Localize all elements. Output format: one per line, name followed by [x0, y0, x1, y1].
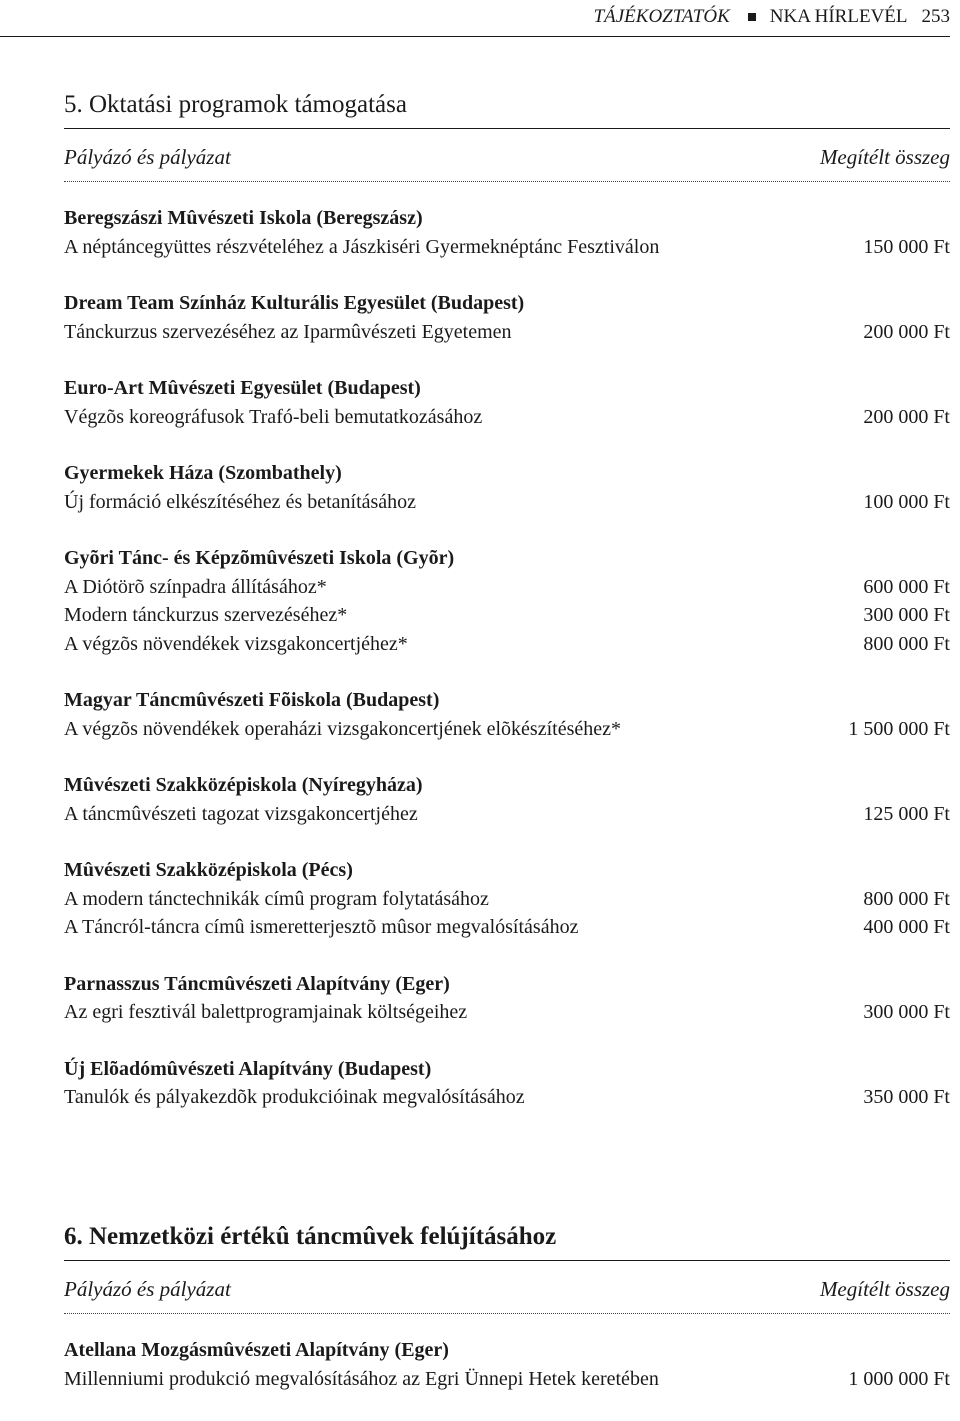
- organization-name: Beregszászi Mûvészeti Iskola (Beregszász): [64, 207, 423, 229]
- organization-name: Gyõri Tánc- és Képzõmûvészeti Iskola (Gyõr): [64, 547, 455, 569]
- grant-description: A Diótörõ színpadra állításához*: [64, 575, 327, 598]
- grant-amount: 1 000 000 Ft: [848, 1367, 950, 1390]
- organization-name: Euro-Art Mûvészeti Egyesület (Budapest): [64, 377, 421, 399]
- header-section-label: TÁJÉKOZTATÓK: [593, 6, 730, 27]
- grant-description: Tánckurzus szervezéséhez az Iparmûvészeti Egyetemen: [64, 320, 512, 343]
- grant-amount: 200 000 Ft: [863, 320, 950, 343]
- grant-row: [64, 715, 950, 744]
- grant-description: A Táncról-táncra címû ismeretterjesztõ mûsor megvalósításához: [64, 916, 579, 938]
- organization-name: Mûvészeti Szakközépiskola (Pécs): [64, 859, 353, 881]
- grant-description: Az egri fesztivál balettprogramjainak költségeihez: [64, 1001, 468, 1023]
- grant-row: [64, 885, 950, 914]
- organization-name: Gyermekek Háza (Szombathely): [64, 462, 342, 484]
- list-item: [64, 771, 950, 828]
- organization-name: Mûvészeti Szakközépiskola (Nyíregyháza): [64, 774, 423, 796]
- list-item: [64, 970, 950, 1027]
- column-header-applicant: Pályázó és pályázat: [64, 145, 231, 169]
- list-item: [64, 544, 950, 658]
- column-header: [64, 143, 950, 171]
- organization-name: Magyar Táncmûvészeti Fõiskola (Budapest): [64, 689, 440, 711]
- list-item: [64, 686, 950, 743]
- grant-description: Modern tánckurzus szervezéséhez*: [64, 604, 348, 626]
- column-header-amount: Megítélt összeg: [819, 145, 950, 169]
- page-number: 253: [921, 6, 950, 27]
- organization-name: Parnasszus Táncmûvészeti Alapítvány (Eger): [64, 972, 450, 995]
- grant-row: [64, 1365, 950, 1394]
- running-header: [64, 6, 950, 32]
- section-title: 6. Nemzetközi értékû táncmûvek felújításához: [64, 1223, 557, 1250]
- grant-amount: 100 000 Ft: [863, 490, 950, 513]
- list-item: [64, 1336, 950, 1393]
- grant-row: [64, 800, 950, 829]
- grant-description: Végzõs koreográfusok Trafó-beli bemutatkozásához: [64, 405, 483, 428]
- grant-row: [64, 233, 950, 262]
- grant-amount: 800 000 Ft: [863, 887, 950, 910]
- list-item: [64, 856, 950, 942]
- bullet-square-icon: [748, 13, 756, 21]
- grant-amount: 350 000 Ft: [863, 1086, 950, 1108]
- grant-amount: 150 000 Ft: [863, 235, 950, 258]
- dotted-divider: [64, 181, 950, 182]
- list-item: [64, 204, 950, 261]
- header-rule: [0, 36, 950, 37]
- section-nemzetkozi-tancmuvek: [64, 1218, 950, 1421]
- grant-row: [64, 998, 950, 1027]
- grant-amount: 125 000 Ft: [863, 802, 950, 825]
- grant-description: A néptáncegyüttes részvételéhez a Jászkiséri Gyermeknéptánc Fesztiválon: [64, 235, 660, 258]
- grant-amount: 400 000 Ft: [863, 916, 950, 938]
- list-item: [64, 459, 950, 516]
- grant-row: [64, 573, 950, 602]
- organization-name: Atellana Mozgásmûvészeti Alapítvány (Eger): [64, 1339, 449, 1361]
- grant-description: Millenniumi produkció megvalósításához az Egri Ünnepi Hetek keretében: [64, 1367, 659, 1390]
- column-header-amount: Megítélt összeg: [819, 1277, 950, 1301]
- list-item: [64, 289, 950, 346]
- grant-row: [64, 318, 950, 347]
- section-title: 5. Oktatási programok támogatása: [64, 91, 407, 118]
- grant-description: A végzõs növendékek vizsgakoncertjéhez*: [64, 632, 408, 655]
- grant-row: [64, 403, 950, 432]
- grant-description: A végzõs növendékek operaházi vizsgakoncertjének elõkészítéséhez*: [64, 717, 621, 740]
- entry-list: [64, 1336, 950, 1393]
- grant-amount: 600 000 Ft: [863, 575, 950, 598]
- grant-amount: 1 500 000 Ft: [848, 717, 950, 740]
- organization-name: Új Elõadómûvészeti Alapítvány (Budapest): [64, 1057, 432, 1080]
- organization-name: Dream Team Színház Kulturális Egyesület (Budapest): [64, 292, 525, 314]
- dotted-divider: [64, 1313, 950, 1314]
- grant-description: A táncmûvészeti tagozat vizsgakoncertjéhez: [64, 802, 418, 825]
- section-rule: [64, 128, 950, 129]
- column-header-applicant: Pályázó és pályázat: [64, 1277, 231, 1301]
- list-item: [64, 1055, 950, 1112]
- grant-amount: 800 000 Ft: [863, 632, 950, 655]
- grant-amount: 200 000 Ft: [863, 405, 950, 428]
- grant-description: Új formáció elkészítéséhez és betanításához: [64, 490, 417, 513]
- column-header: [64, 1275, 950, 1303]
- grant-row: [64, 630, 950, 659]
- header-publication: NKA HÍRLEVÉL: [769, 6, 908, 27]
- grant-amount: 300 000 Ft: [863, 604, 950, 626]
- grant-row: [64, 1083, 950, 1112]
- grant-row: [64, 488, 950, 517]
- grant-row: [64, 913, 950, 942]
- grant-amount: 300 000 Ft: [863, 1001, 950, 1023]
- entry-list: [64, 204, 950, 1112]
- section-rule: [64, 1260, 950, 1261]
- section-oktatasi-programok: [64, 86, 950, 1140]
- list-item: [64, 374, 950, 431]
- grant-row: [64, 601, 950, 630]
- grant-description: A modern tánctechnikák címû program folytatásához: [64, 887, 489, 910]
- grant-description: Tanulók és pályakezdõk produkcióinak megvalósításához: [64, 1086, 525, 1108]
